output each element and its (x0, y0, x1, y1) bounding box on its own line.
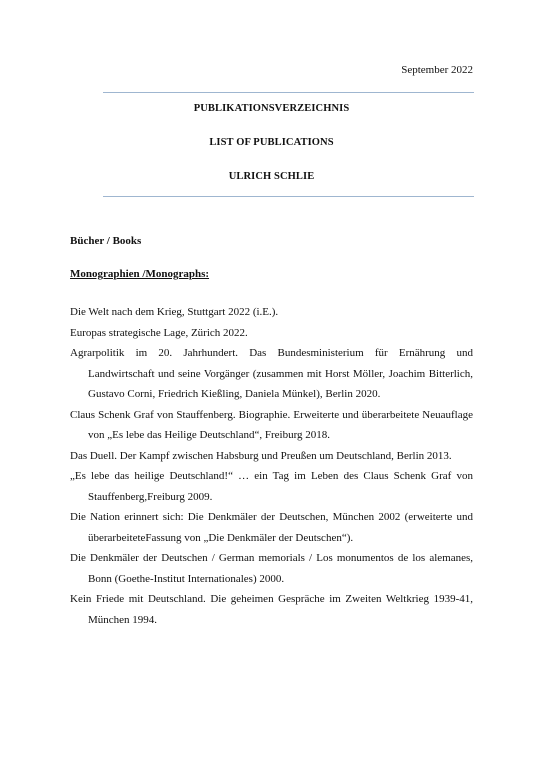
subsection-heading-monographs: Monographien /Monographs: (70, 268, 210, 280)
publication-item: „Es lebe das heilige Deutschland!“ … ein Tag im Leben des Claus Schenk Graf von Stauffenberg,Freiburg 2009. (70, 470, 473, 503)
document-date: September 2022 (401, 64, 473, 76)
title-english: LIST OF PUBLICATIONS (209, 137, 334, 148)
publication-item: Claus Schenk Graf von Stauffenberg. Biographie. Erweiterte und überarbeitete Neuauflage von „Es lebe das Heilige Deutschland“, Freiburg 2018. (70, 408, 473, 441)
publication-item: Die Welt nach dem Krieg, Stuttgart 2022 (i.E.). (70, 306, 279, 318)
publication-item: Die Nation erinnert sich: Die Denkmäler der Deutschen, München 2002 (erweiterte und überarbeiteteFassung von „Die Denkmäler der Deutschen“). (70, 511, 473, 544)
publication-item: Das Duell. Der Kampf zwischen Habsburg und Preußen um Deutschland, Berlin 2013. (70, 449, 452, 462)
publication-item: Europas strategische Lage, Zürich 2022. (70, 326, 248, 339)
publication-item: Die Denkmäler der Deutschen / German memorials / Los monumentos de los alemanes, Bonn (Goethe-Institut Internationales) 2000. (70, 552, 473, 585)
author-name: ULRICH SCHLIE (228, 171, 315, 182)
publication-item: Kein Friede mit Deutschland. Die geheimen Gespräche im Zweiten Weltkrieg 1939-41, München 1994. (70, 593, 473, 626)
section-heading-books: Bücher / Books (70, 235, 142, 247)
top-divider (103, 92, 474, 93)
bottom-divider (103, 196, 474, 197)
publication-item: Agrarpolitik im 20. Jahrhundert. Das Bundesministerium für Ernährung und Landwirtschaft und seine Vorgänger (zusammen mit Horst Möller, Joachim Bitterlich, Gustavo Corni, Friedrich Kießling, Daniela Münkel), Berlin 2020. (70, 347, 473, 400)
publication-list (70, 302, 473, 630)
title-german: PUBLIKATIONSVERZEICHNIS (193, 103, 350, 114)
